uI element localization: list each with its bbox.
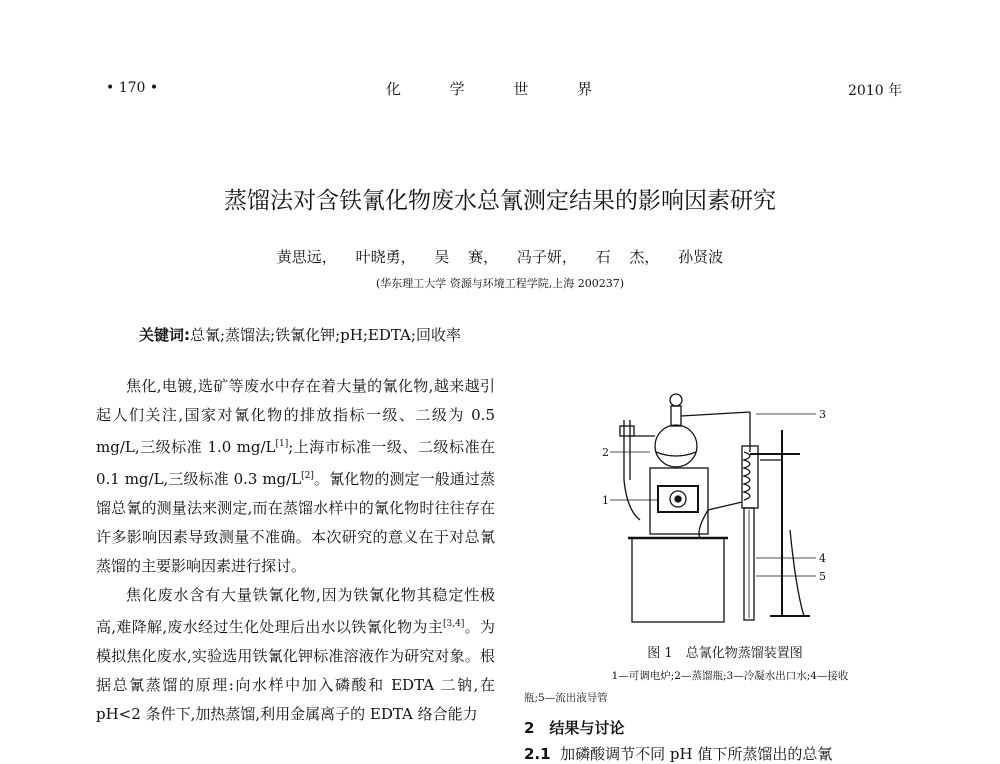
article-title: 蒸馏法对含铁氰化物废水总氰测定结果的影响因素研究 <box>224 188 776 214</box>
callout-label-2: 2 <box>602 446 609 459</box>
p2-text-b: 。为模拟焦化废水,实验选用铁氰化钾标准溶液作为研究对象。根据总氰蒸馏的原理:向水样中加入磷酸和 EDTA 二钠,在 pH<2 条件下,加热蒸馏,利用金属离子的 EDTA 络合能力 <box>96 618 495 723</box>
left-column <box>96 372 495 729</box>
citation-3-4: [3,4] <box>443 619 465 629</box>
section-2-heading: 2 结果与讨论 <box>524 719 625 737</box>
citation-1: [1] <box>275 439 289 449</box>
section-2-1-text: 加磷酸调节不同 pH 值下所蒸馏出的总氰 <box>560 745 833 763</box>
distillation-flask <box>655 425 697 467</box>
section-2-1-number: 2.1 <box>524 745 551 763</box>
keywords <box>139 324 461 345</box>
callout-label-5: 5 <box>819 570 826 583</box>
callout-label-3: 3 <box>819 408 826 421</box>
p1-text-a: 焦化,电镀,选矿等废水中存在着大量的氰化物,越来越引起人们关注,国家对氰化物的排放指标一级、二级为 0.5 mg/L,三级标准 1.0 mg/L <box>96 377 495 456</box>
page-number: • 170 • <box>106 80 159 96</box>
callout-label-4: 4 <box>819 552 826 565</box>
paragraph-2 <box>96 581 495 729</box>
figure-caption: 图 1 总氰化物蒸馏装置图 <box>647 646 803 661</box>
paragraph-1 <box>96 372 495 581</box>
p2-text-a: 焦化废水含有大量铁氰化物,因为铁氰化物其稳定性极高,难降解,废水经过生化处理后出水以铁氰化物为主 <box>96 586 495 636</box>
distillation-apparatus-figure <box>600 390 830 626</box>
figure-legend-line-1: 1—可调电炉;2—蒸馏瓶;3—冷凝水出口水;4—接收 <box>611 670 849 682</box>
affiliation: (华东理工大学 资源与环境工程学院,上海 200237) <box>375 277 625 290</box>
keywords-text: 总氰;蒸馏法;铁氰化钾;pH;EDTA;回收率 <box>190 326 461 344</box>
authors: 黄思远， 叶晓勇， 吴 赛， 冯子妍， 石 杰， 孙贤波 <box>276 248 724 266</box>
stand-base <box>632 538 724 622</box>
figure-legend-line-2: 瓶;5—流出液导管 <box>524 692 608 704</box>
section-2-1-heading <box>524 743 832 764</box>
citation-2: [2] <box>301 471 314 481</box>
keywords-label: 关键词: <box>139 326 190 344</box>
journal-name: 化 学 世 界 <box>385 80 615 98</box>
callout-label-1: 1 <box>602 494 609 507</box>
year: 2010 年 <box>848 83 903 99</box>
p1-text-b: ;上海市标准一级、二级标准在 0.1 mg/L,三级标准 0.3 mg/L <box>96 438 495 488</box>
p1-text-c: 。氰化物的测定一般通过蒸馏总氰的测量法来测定,而在蒸馏水样中的氰化物时往往存在许多影响因素导致测量不准确。本次研究的意义在于对总氰蒸馏的主要影响因素进行探讨。 <box>96 470 495 575</box>
